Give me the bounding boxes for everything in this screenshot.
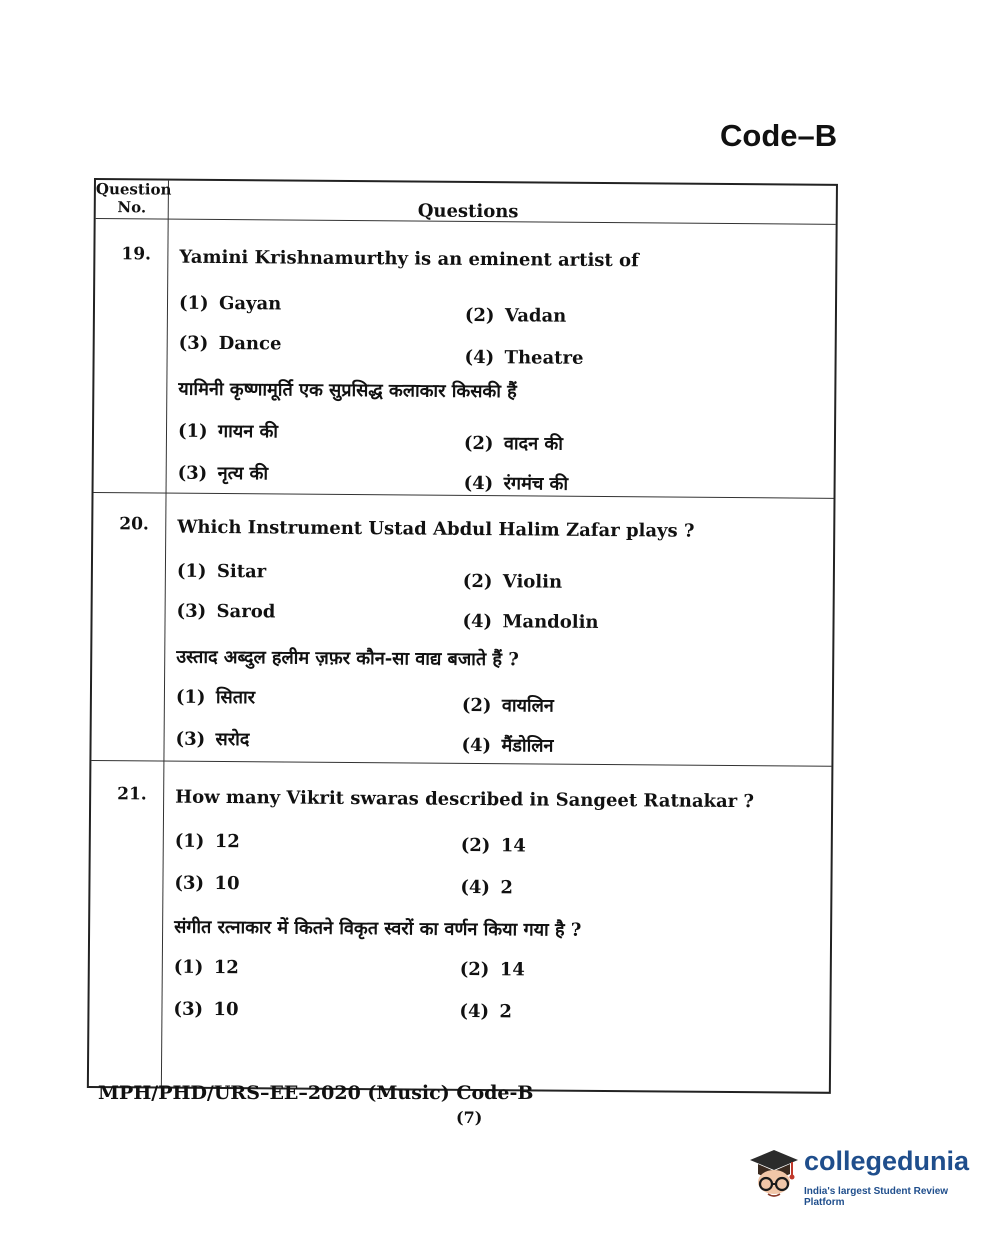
question-text-hi: यामिनी कृष्णामूर्ति एक सुप्रसिद्ध कलाकार किसकी हैं (178, 378, 517, 403)
question-text-hi: उस्ताद अब्दुल हलीम ज़फ़र कौन-सा वाद्य बजाते हैं ? (176, 646, 519, 671)
option-2-hi: (2) वायलिन (461, 694, 554, 717)
option-1-hi: (1) सितार (175, 686, 256, 709)
option-4-en: (4) Mandolin (462, 610, 599, 633)
question-text-en: Which Instrument Ustad Abdul Halim Zafar plays ? (177, 516, 695, 542)
option-2-hi: (2) 14 (459, 958, 525, 981)
option-1-en: (1) 12 (174, 830, 240, 853)
column-divider (161, 181, 169, 1087)
collegedunia-watermark (744, 1142, 974, 1206)
option-1-hi: (1) 12 (173, 956, 239, 979)
option-3-en: (3) Dance (178, 332, 282, 355)
option-3-hi: (3) नृत्य की (177, 462, 269, 485)
question-text-en: How many Vikrit swaras described in Sangeet Ratnakar ? (175, 786, 755, 813)
option-3-hi: (3) 10 (173, 998, 239, 1021)
option-3-en: (3) Sarod (176, 600, 276, 623)
question-number: 20. (119, 514, 149, 535)
student-mascot-icon (744, 1142, 802, 1202)
option-1-hi: (1) गायन की (177, 420, 279, 443)
question-text-en: Yamini Krishnamurthy is an eminent artist of (179, 246, 639, 272)
row-divider-20 (91, 760, 831, 767)
option-4-hi: (4) मैंडोलिन (461, 734, 554, 757)
option-4-en: (4) Theatre (464, 346, 584, 369)
questions-table (87, 178, 838, 1094)
paper-footer: MPH/PHD/URS–EE–2020 (Music) Code-B (98, 1082, 534, 1104)
brand-tagline: India's largest Student Review Platform (804, 1186, 949, 1208)
brand-name: collegedunia (804, 1146, 970, 1176)
questions-header: Questions (417, 200, 519, 223)
option-1-en: (1) Gayan (178, 292, 282, 315)
option-4-hi: (4) रंगमंच की (463, 472, 569, 495)
question-text-hi: संगीत रत्नाकार में कितने विकृत स्वरों का वर्णन किया गया है ? (174, 916, 582, 941)
option-3-en: (3) 10 (174, 872, 240, 895)
option-2-hi: (2) वादन की (463, 432, 563, 455)
question-number: 19. (121, 244, 152, 265)
option-4-en: (4) 2 (460, 876, 514, 899)
code-label: Code–B (720, 118, 838, 153)
option-2-en: (2) 14 (460, 834, 526, 857)
page-number: (7) (456, 1108, 483, 1127)
question-number: 21. (117, 784, 147, 805)
option-3-hi: (3) सरोद (175, 728, 250, 751)
question-no-header: Question No. (95, 180, 172, 217)
option-2-en: (2) Violin (462, 570, 563, 593)
option-1-en: (1) Sitar (176, 560, 267, 583)
option-2-en: (2) Vadan (464, 304, 567, 327)
option-4-hi: (4) 2 (459, 1000, 513, 1023)
